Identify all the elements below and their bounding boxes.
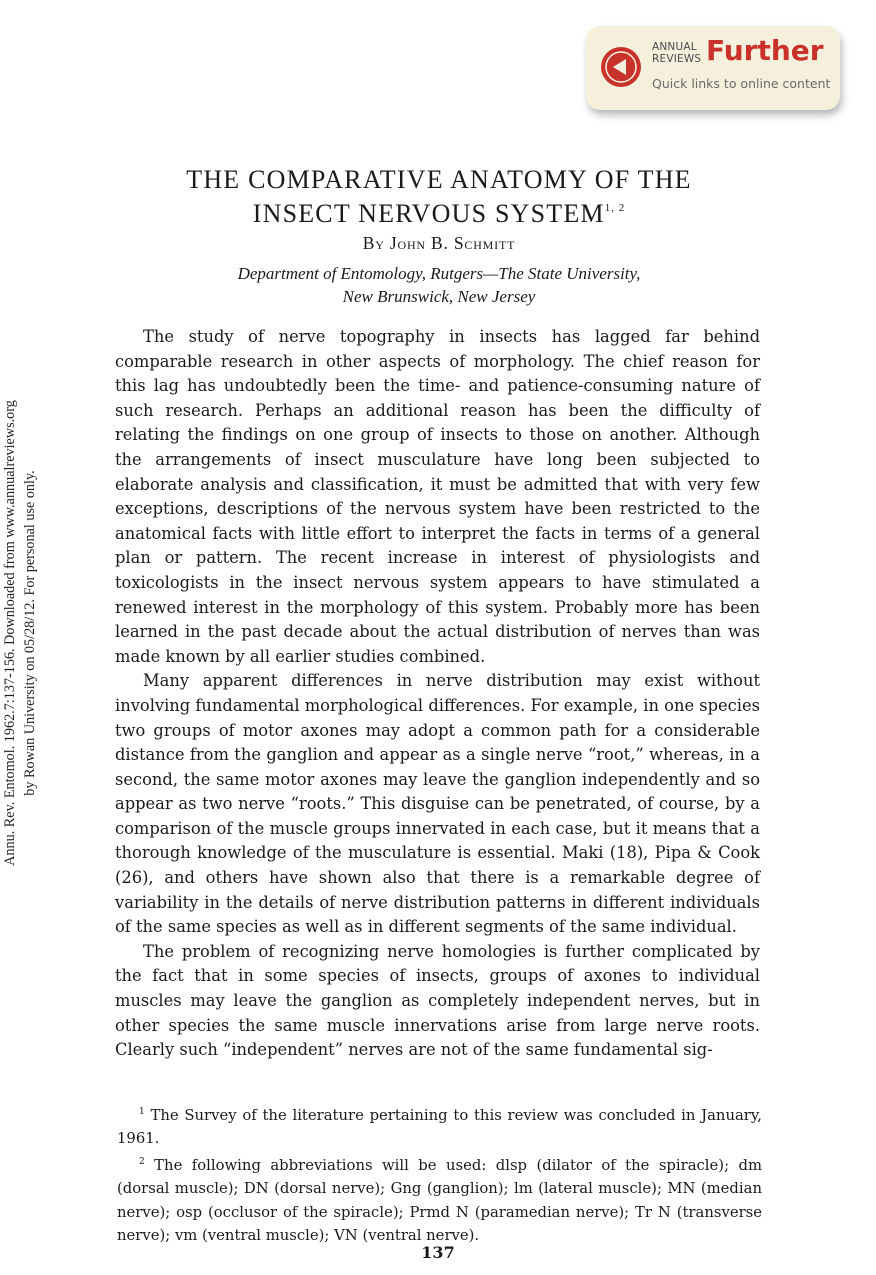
badge-quick-links-link[interactable]: Quick links to online content [652, 76, 831, 91]
page-number: 137 [421, 1243, 455, 1262]
footnote-2-mark: 2 [139, 1156, 145, 1167]
download-stamp-line2: by Rowan University on 05/28/12. For personal use only. [22, 470, 38, 796]
further-badge[interactable] [586, 26, 840, 110]
article-title-line1: THE COMPARATIVE ANATOMY OF THE [186, 165, 692, 194]
play-back-arrow-icon [600, 46, 642, 88]
footnote-2 [117, 1151, 762, 1248]
affiliation-line2: New Brunswick, New Jersey [342, 287, 536, 306]
badge-further-label: Further [706, 34, 824, 67]
footnote-1-text: The Survey of the literature pertaining to this review was concluded in January, 1961. [117, 1107, 762, 1148]
download-stamp [0, 353, 45, 913]
affiliation [113, 262, 765, 308]
download-stamp-line1: Annu. Rev. Entomol. 1962.7:137-156. Downloaded from www.annualreviews.org [2, 400, 18, 866]
article-title-line2: INSECT NERVOUS SYSTEM [252, 199, 605, 228]
article-title [113, 166, 765, 228]
footnotes [117, 1101, 762, 1247]
body-paragraph: The problem of recognizing nerve homologies is further complicated by the fact that in some species of insects, groups of axones to individual muscles may leave the ganglion as completely independent nerves, but in other species the same muscle innervations arise from large nerve roots. Clearly such “independent” nerves are not of the same fundamental sig- [115, 941, 760, 1060]
article-body [115, 325, 760, 1063]
footnote-2-text: The following abbreviations will be used: dlsp (dilator of the spiracle); dm (dorsal muscle); DN (dorsal nerve); Gng (ganglion); lm (lateral muscle); MN (median nerve); osp (occlusor of the spiracle); Prmd N (paramedian nerve); Tr N (transverse nerve); vm (ventral muscle); VN (ventral nerve). [117, 1156, 762, 1245]
badge-publisher-label: ANNUAL REVIEWS [652, 41, 702, 65]
author-line: By John B. Schmitt [362, 233, 516, 253]
footnote-1-mark: 1 [139, 1107, 145, 1117]
body-paragraph: The study of nerve topography in insects has lagged far behind comparable research in other aspects of morphology. The chief reason for this lag has undoubtedly been the time- and patience-consuming nature of such research. Perhaps an additional reason has been the difficulty of relating the findings on one group of insects to those on another. Although the arrangements of insect musculature have long been subjected to elaborate analysis and classification, it must be admitted that with very few exceptions, descriptions of the nervous system have been restricted to the anatomical facts with little effort to interpret the facts in terms of a general plan or pattern. The recent increase in interest of physiologists and toxicologists in the insect nervous system appears to have stimulated a renewed interest in the morphology of this system. Probably more has been learned in the past decade about the actual distribution of nerves than was made known by all earlier studies combined. [115, 327, 760, 666]
footnote-1 [117, 1101, 762, 1151]
body-paragraph: Many apparent differences in nerve distribution may exist without involving fundamental morphological differences. For example, in one species two groups of motor axones may adopt a common path for a considerable distance from the ganglion and appear as a single nerve “root,” whereas, in a second, the same motor axones may leave the ganglion independently and so appear as two nerve “roots.” This disguise can be penetrated, of course, by a comparison of the muscle groups innervated in each case, but it means that a thorough knowledge of the musculature is essential. Maki (18), Pipa & Cook (26), and others have shown also that there is a remarkable degree of variability in the details of nerve distribution patterns in different individuals of the same species as well as in different segments of the same individual. [115, 671, 760, 937]
affiliation-line1: Department of Entomology, Rutgers—The State University, [237, 264, 641, 283]
title-footnote-marks: 1, 2 [604, 202, 626, 214]
